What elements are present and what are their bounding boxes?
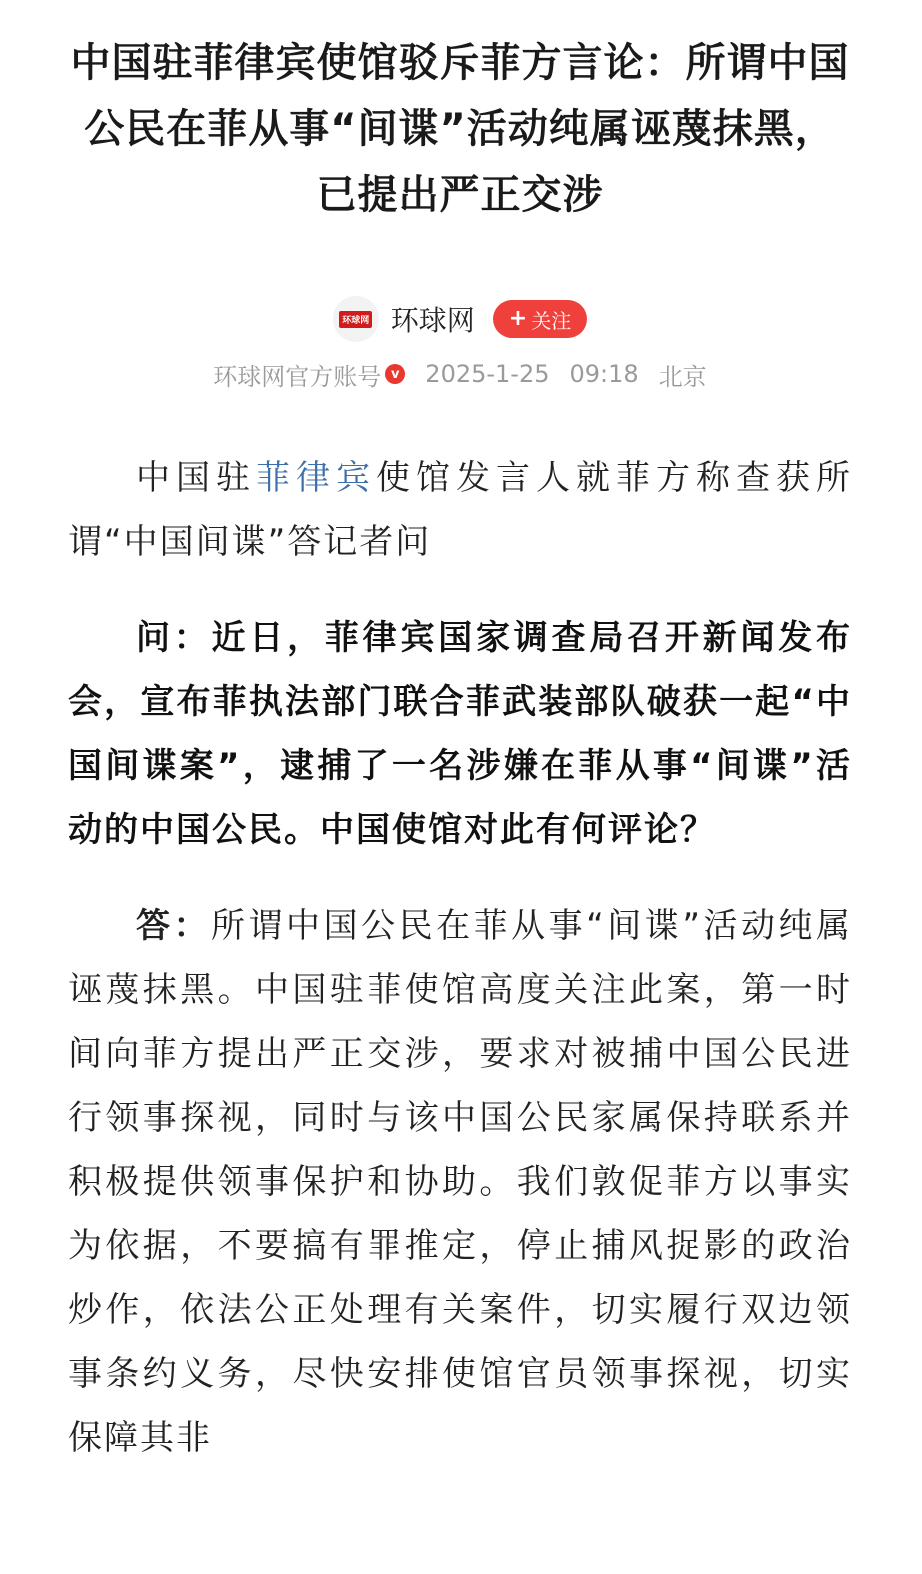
source-row <box>68 294 852 344</box>
answer-label: 答： <box>136 906 212 946</box>
intro-prefix: 中国驻 <box>136 458 256 498</box>
article-body <box>68 446 852 1470</box>
intro-suffix: 使馆发言人就菲方称查获所谓“中国间谍”答记者问 <box>68 458 852 562</box>
plus-icon: + <box>508 306 528 331</box>
meta-account <box>213 357 405 392</box>
publish-time: 09:18 <box>569 360 639 388</box>
answer-paragraph <box>68 894 852 1470</box>
answer-text: 所谓中国公民在菲从事“间谍”活动纯属诬蔑抹黑。中国驻菲使馆高度关注此案，第一时间向菲方提出严正交涉，要求对被捕中国公民进行领事探视，同时与该中国公民家属保持联系并积极提供领事保护和协助。我们敦促菲方以事实为依据，不要搞有罪推定，停止捕风捉影的政治炒作，依法公正处理有关案件，切实履行双边领事条约义务，尽快安排使馆官员领事探视，切实保障其非 <box>68 906 852 1458</box>
publish-location: 北京 <box>658 362 707 391</box>
meta-row <box>68 354 852 394</box>
question-paragraph: 问：近日，菲律宾国家调查局召开新闻发布会，宣布菲执法部门联合菲武装部队破获一起“中国间谍案”，逮捕了一名涉嫌在菲从事“间谍”活动的中国公民。中国使馆对此有何评论？ <box>68 618 852 850</box>
philippines-link[interactable]: 菲律宾 <box>256 458 376 498</box>
source-name[interactable]: 环球网 <box>390 304 475 337</box>
intro-paragraph <box>68 446 852 574</box>
publish-date: 2025-1-25 <box>425 360 550 388</box>
account-label: 环球网官方账号 <box>213 362 382 391</box>
follow-label: 关注 <box>531 308 572 333</box>
follow-button[interactable] <box>493 300 587 338</box>
verified-icon: v <box>385 364 405 384</box>
article-title: 中国驻菲律宾使馆驳斥菲方言论：所谓中国公民在菲从事“间谍”活动纯属诬蔑抹黑，已提出严正交涉 <box>70 40 850 218</box>
source-logo[interactable] <box>333 296 379 342</box>
source-logo-text: 环球网 <box>339 311 372 328</box>
